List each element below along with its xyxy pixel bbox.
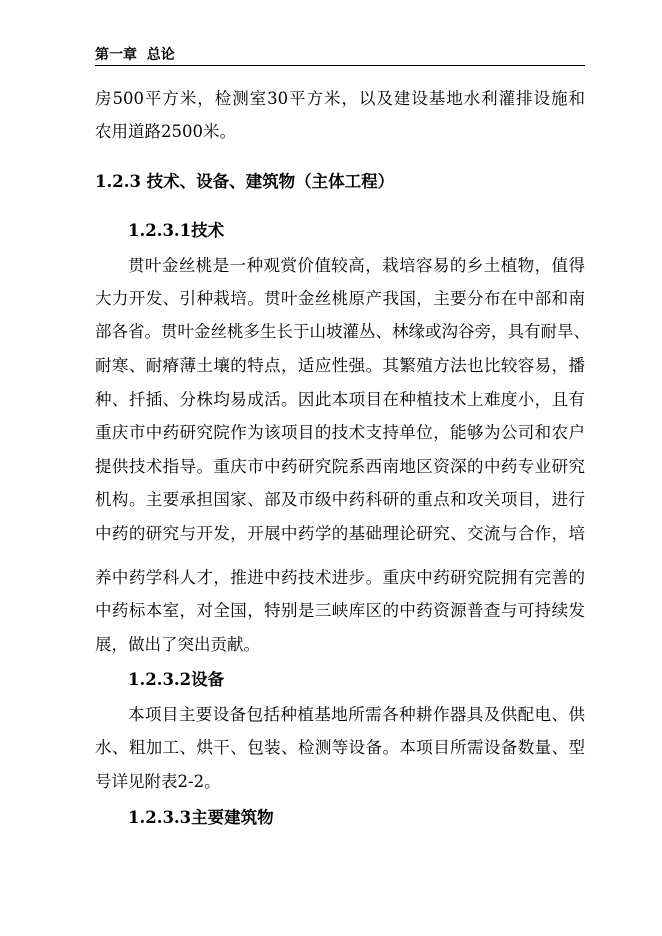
buildings-heading: 1.2.3.3主要建筑物 xyxy=(128,808,274,827)
section-heading: 1.2.3 技术、设备、建筑物（主体工程） xyxy=(95,172,395,191)
tech-line: 耐寒、耐瘠薄土壤的特点，适应性强。其繁殖方法也比较容易，播 xyxy=(95,356,585,375)
equipment-line: 号详见附表2-2。 xyxy=(95,772,221,791)
running-header xyxy=(95,44,175,64)
header-rule xyxy=(95,65,585,66)
tech-line: 重庆市中药研究院作为该项目的技术支持单位，能够为公司和农户 xyxy=(95,423,585,442)
tech-line: 部各省。贯叶金丝桃多生长于山坡灌丛、林缘或沟谷旁，具有耐旱、 xyxy=(95,322,590,341)
tech-line: 大力开发、引种栽培。贯叶金丝桃原产我国，主要分布在中部和南 xyxy=(95,289,585,308)
intro-line-2: 农用道路2500米。 xyxy=(95,122,236,141)
tech-line: 养中药学科人才，推进中药技术进步。重庆中药研究院拥有完善的 xyxy=(95,568,585,587)
equipment-line: 水、粗加工、烘干、包装、检测等设备。本项目所需设备数量、型 xyxy=(95,738,585,757)
chapter-title: 总论 xyxy=(146,47,175,63)
tech-line: 机构。主要承担国家、部及市级中药科研的重点和攻关项目，进行 xyxy=(95,490,585,509)
tech-line: 种、扦插、分株均易成活。因此本项目在种植技术上难度小，且有 xyxy=(95,390,585,409)
tech-line: 中药的研究与开发，开展中药学的基础理论研究、交流与合作，培 xyxy=(95,524,585,543)
tech-heading: 1.2.3.1技术 xyxy=(128,221,225,240)
tech-line: 提供技术指导。重庆市中药研究院系西南地区资深的中药专业研究 xyxy=(95,457,585,476)
intro-line-1: 房500平方米，检测室30平方米，以及建设基地水利灌排设施和 xyxy=(95,89,585,108)
chapter-label: 第一章 xyxy=(95,47,137,63)
tech-line: 贯叶金丝桃是一种观赏价值较高，栽培容易的乡土植物，值得 xyxy=(128,256,585,275)
equipment-line: 本项目主要设备包括种植基地所需各种耕作器具及供配电、供 xyxy=(128,705,585,724)
tech-line: 中药标本室，对全国，特别是三峡库区的中药资源普查与可持续发 xyxy=(95,601,585,620)
tech-line: 展，做出了突出贡献。 xyxy=(95,635,260,654)
equipment-heading: 1.2.3.2设备 xyxy=(128,670,225,689)
